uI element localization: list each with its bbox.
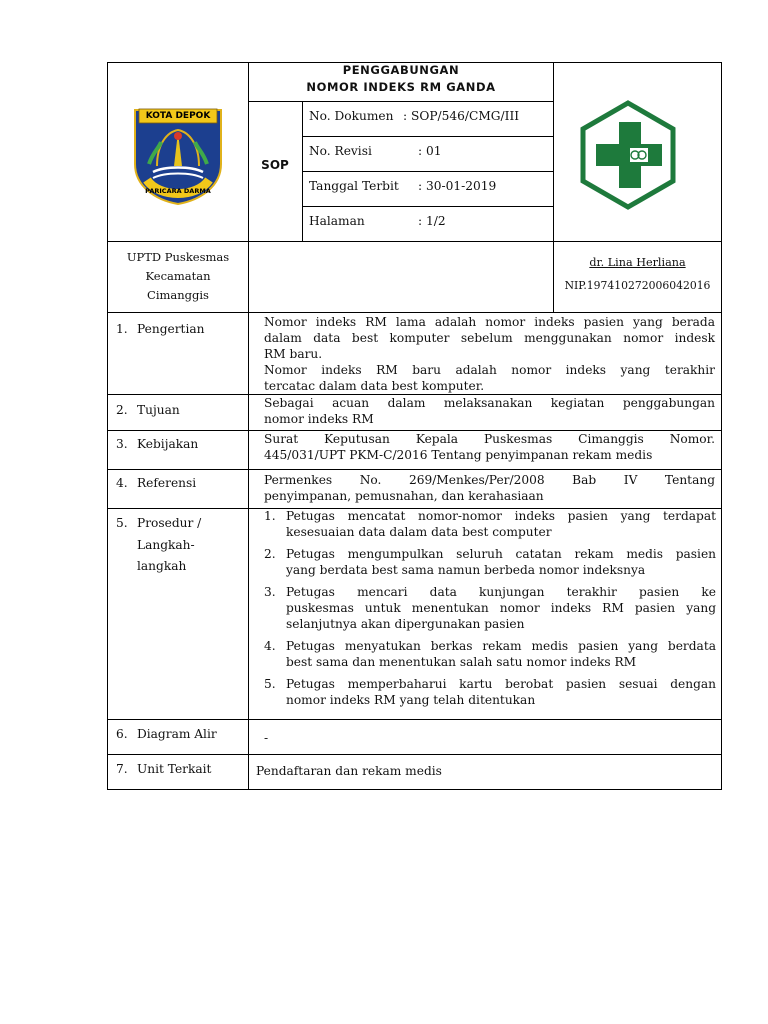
step-number: 4. [264,639,276,653]
meta-value-no-dokumen: : SOP/546/CMG/III [403,109,520,123]
step-number: 1. [264,509,276,523]
section-label-prosedur: Prosedur / [137,516,202,530]
step-line: Petugas mencari data kunjungan terakhir pasien ke [286,585,716,599]
meta-value-no-revisi: : 01 [418,144,442,158]
step-line: yang berdata best sama namun berbeda nomor indeksnya [286,563,646,577]
kota-depok-logo [131,106,225,206]
meta-label-halaman: Halaman [309,214,365,228]
section-number: 6. [116,727,128,741]
content-line: RM baru. [264,347,323,361]
document-title-line1: PENGGABUNGAN [342,63,460,77]
content-line: dalam data best komputer sebelum menggunakan nomor indesk [264,331,715,345]
step-line: kesesuaian data dalam data best computer [286,525,552,539]
content-line: Nomor indeks RM lama adalah nomor indeks pasien yang berada [264,315,715,329]
puskesmas-cross-logo-icon [578,100,678,210]
step-line: puskesmas untuk menentukan nomor indeks RM pasien yang [286,601,716,615]
logo-banner: KOTA DEPOK [145,111,211,121]
step-line: Petugas memperbaharui kartu berobat pasien sesuai dengan [286,677,716,691]
puskesmas-logo [578,100,678,210]
meta-value-tanggal-terbit: : 30-01-2019 [418,179,497,193]
section-label-unit-terkait: Unit Terkait [137,762,212,776]
step-number: 3. [264,585,276,599]
section-number: 3. [116,437,128,451]
section-number: 2. [116,403,128,417]
logo-motto: PARICARA DARMA [145,187,211,195]
signer-name: dr. Lina Herliana [589,256,686,269]
section-content-pengertian [264,314,715,394]
content-line: nomor indeks RM [264,412,374,426]
section-number: 7. [116,762,128,776]
content-line: Surat Keputusan Kepala Puskesmas Cimanggis Nomor. [264,432,715,446]
content-line: 445/031/UPT PKM-C/2016 Tentang penyimpanan rekam medis [264,448,653,462]
content-line: penyimpanan, pemusnahan, dan kerahasiaan [264,489,544,503]
section-label-prosedur-3: langkah [137,559,187,573]
procedure-step [264,676,716,708]
section-label-prosedur-2: Langkah- [137,538,195,552]
meta-label-tanggal-terbit: Tanggal Terbit [309,179,399,193]
org-line3: Cimanggis [147,288,209,302]
step-line: Petugas mencatat nomor-nomor indeks pasien yang terdapat [286,509,716,523]
step-number: 2. [264,547,276,561]
step-line: nomor indeks RM yang telah ditentukan [286,693,536,707]
section-label-pengertian: Pengertian [137,322,205,336]
section-content-kebijakan [264,431,715,463]
section-content-unit-terkait: Pendaftaran dan rekam medis [256,764,442,778]
section-label-kebijakan: Kebijakan [137,437,199,451]
content-line: Permenkes No. 269/Menkes/Per/2008 Bab IV Tentang [264,473,715,487]
procedure-steps-list [264,508,716,708]
section-label-tujuan: Tujuan [137,403,180,417]
section-number: 4. [116,476,128,490]
procedure-step [264,584,716,632]
meta-label-no-dokumen: No. Dokumen [309,109,394,123]
section-content-diagram-alir: - [264,731,269,745]
meta-label-no-revisi: No. Revisi [309,144,372,158]
section-content-referensi [264,472,715,504]
content-line: tercatac dalam data best komputer. [264,379,485,393]
step-line: Petugas menyatukan berkas rekam medis pasien yang berdata [286,639,716,653]
procedure-step [264,546,716,578]
document-title-line2: NOMOR INDEKS RM GANDA [306,80,496,94]
content-line: Nomor indeks RM baru adalah nomor indeks yang terakhir [264,363,715,377]
section-label-diagram-alir: Diagram Alir [137,727,217,741]
step-number: 5. [264,677,276,691]
section-label-referensi: Referensi [137,476,197,490]
procedure-step [264,508,716,540]
section-content-tujuan [264,395,715,427]
org-line2: Kecamatan [145,269,211,283]
step-line: best sama dan menentukan salah satu nomor indeks RM [286,655,637,669]
section-number: 5. [116,516,128,530]
step-line: Petugas mengumpulkan seluruh catatan rekam medis pasien [286,547,716,561]
section-number: 1. [116,322,128,336]
content-line: Sebagai acuan dalam melaksanakan kegiatan penggabungan [264,396,715,410]
signer-nip: NIP.197410272006042016 [564,279,711,292]
org-line1: UPTD Puskesmas [126,250,230,264]
procedure-step [264,638,716,670]
meta-value-halaman: : 1/2 [418,214,446,228]
sop-label: SOP [261,158,289,172]
step-line: selanjutnya akan dipergunakan pasien [286,617,525,631]
